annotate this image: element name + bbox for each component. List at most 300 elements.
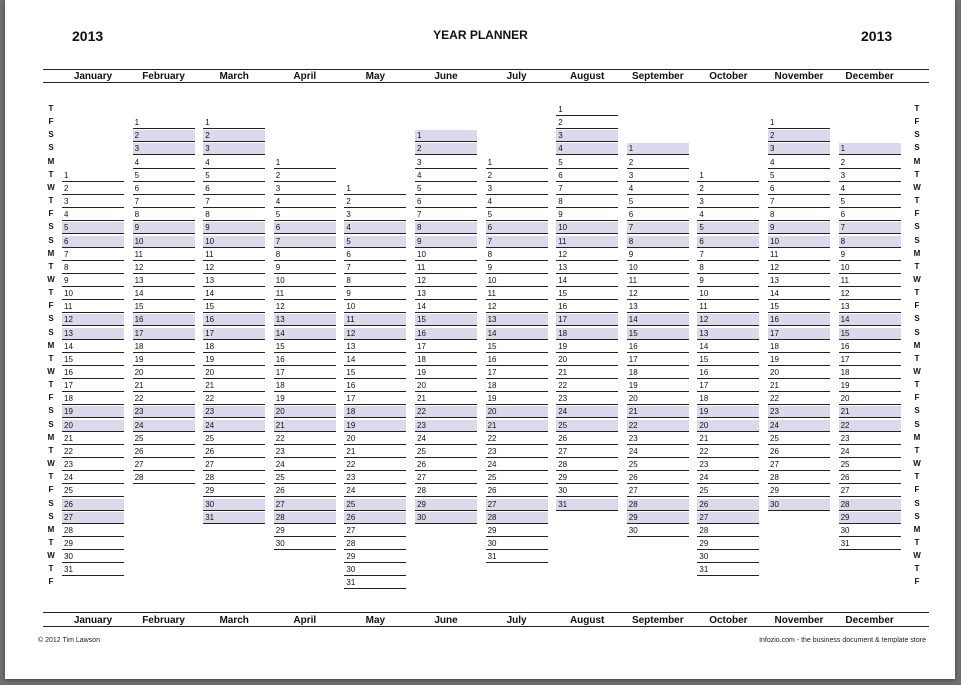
weekday-letter-left: S — [48, 498, 54, 508]
day-cell-october-26: 26 — [697, 499, 759, 511]
weekday-letter-right: T — [914, 353, 920, 363]
day-cell-june-9: 9 — [415, 236, 477, 248]
day-cell-august-10: 10 — [556, 222, 618, 234]
day-cell-october-27: 27 — [697, 512, 759, 524]
day-cell-march-11: 11 — [203, 249, 265, 261]
day-cell-april-19: 19 — [274, 393, 336, 405]
weekday-letter-left: M — [47, 340, 55, 350]
weekday-letter-right: W — [913, 182, 921, 192]
day-cell-july-3: 3 — [486, 183, 548, 195]
day-cell-february-18: 18 — [133, 341, 195, 353]
day-cell-april-29: 29 — [274, 525, 336, 537]
day-cell-april-2: 2 — [274, 170, 336, 182]
day-cell-february-20: 20 — [133, 367, 195, 379]
day-cell-february-5: 5 — [133, 170, 195, 182]
day-cell-july-28: 28 — [486, 512, 548, 524]
weekday-letter-right: S — [914, 314, 920, 324]
day-cell-november-1: 1 — [768, 117, 830, 129]
day-cell-october-1: 1 — [697, 170, 759, 182]
day-cell-july-20: 20 — [486, 406, 548, 418]
page-title: YEAR PLANNER — [433, 28, 528, 42]
day-cell-june-17: 17 — [415, 341, 477, 353]
weekday-letter-right: W — [913, 459, 921, 469]
day-cell-june-7: 7 — [415, 209, 477, 221]
day-cell-march-12: 12 — [203, 262, 265, 274]
day-cell-may-19: 19 — [344, 420, 406, 432]
month-header-bottom-october: October — [709, 615, 748, 626]
day-cell-march-29: 29 — [203, 485, 265, 497]
day-cell-may-22: 22 — [344, 459, 406, 471]
month-header-bottom-march: March — [219, 615, 249, 626]
day-cell-august-19: 19 — [556, 341, 618, 353]
day-cell-october-25: 25 — [697, 485, 759, 497]
day-cell-january-30: 30 — [62, 551, 124, 563]
day-cell-august-27: 27 — [556, 446, 618, 458]
day-cell-december-15: 15 — [839, 328, 901, 340]
footer-site: Infozio.com - the business document & template store — [759, 637, 926, 644]
day-cell-june-26: 26 — [415, 459, 477, 471]
day-cell-february-14: 14 — [133, 288, 195, 300]
day-cell-march-5: 5 — [203, 170, 265, 182]
day-cell-december-31: 31 — [839, 538, 901, 550]
month-header-top-october: October — [709, 71, 748, 82]
day-cell-january-2: 2 — [62, 183, 124, 195]
day-cell-december-25: 25 — [839, 459, 901, 471]
day-cell-june-25: 25 — [415, 446, 477, 458]
day-cell-november-30: 30 — [768, 499, 830, 511]
day-cell-december-27: 27 — [839, 485, 901, 497]
day-cell-october-13: 13 — [697, 328, 759, 340]
day-cell-july-10: 10 — [486, 275, 548, 287]
day-cell-june-2: 2 — [415, 143, 477, 155]
day-cell-march-25: 25 — [203, 433, 265, 445]
day-cell-may-23: 23 — [344, 472, 406, 484]
weekday-letter-left: F — [48, 577, 54, 587]
day-cell-may-25: 25 — [344, 499, 406, 511]
weekday-letter-left: F — [48, 209, 54, 219]
day-cell-october-5: 5 — [697, 222, 759, 234]
weekday-letter-right: T — [914, 288, 920, 298]
month-header-top-april: April — [293, 71, 317, 82]
top-rule-upper — [43, 69, 929, 70]
day-cell-march-8: 8 — [203, 209, 265, 221]
day-cell-june-10: 10 — [415, 249, 477, 261]
weekday-letter-right: S — [914, 130, 920, 140]
day-cell-december-28: 28 — [839, 499, 901, 511]
weekday-letter-left: T — [48, 288, 54, 298]
day-cell-july-7: 7 — [486, 236, 548, 248]
day-cell-march-13: 13 — [203, 275, 265, 287]
day-cell-august-15: 15 — [556, 288, 618, 300]
day-cell-december-21: 21 — [839, 406, 901, 418]
day-cell-january-25: 25 — [62, 485, 124, 497]
day-cell-august-9: 9 — [556, 209, 618, 221]
day-cell-october-17: 17 — [697, 380, 759, 392]
day-cell-september-10: 10 — [627, 262, 689, 274]
day-cell-august-5: 5 — [556, 157, 618, 169]
day-cell-february-23: 23 — [133, 406, 195, 418]
day-cell-september-2: 2 — [627, 157, 689, 169]
day-cell-october-8: 8 — [697, 262, 759, 274]
weekday-letter-right: T — [914, 380, 920, 390]
day-cell-june-4: 4 — [415, 170, 477, 182]
weekday-letter-left: S — [48, 511, 54, 521]
day-cell-october-31: 31 — [697, 564, 759, 576]
day-cell-november-20: 20 — [768, 367, 830, 379]
day-cell-august-12: 12 — [556, 249, 618, 261]
day-cell-may-11: 11 — [344, 314, 406, 326]
weekday-letter-left: F — [48, 485, 54, 495]
day-cell-april-14: 14 — [274, 328, 336, 340]
day-cell-july-24: 24 — [486, 459, 548, 471]
weekday-letter-left: S — [48, 235, 54, 245]
day-cell-september-22: 22 — [627, 420, 689, 432]
month-header-bottom-july: July — [506, 615, 527, 626]
day-cell-february-21: 21 — [133, 380, 195, 392]
day-cell-august-22: 22 — [556, 380, 618, 392]
day-cell-november-21: 21 — [768, 380, 830, 392]
weekday-letter-left: T — [48, 104, 54, 113]
day-cell-august-24: 24 — [556, 406, 618, 418]
weekday-letter-right: S — [914, 498, 920, 508]
day-cell-december-11: 11 — [839, 275, 901, 287]
day-cell-september-25: 25 — [627, 459, 689, 471]
weekday-letter-right: W — [913, 274, 921, 284]
weekday-letter-right: M — [913, 524, 921, 534]
day-cell-march-7: 7 — [203, 196, 265, 208]
day-cell-september-20: 20 — [627, 393, 689, 405]
weekday-letter-left: S — [48, 130, 54, 140]
day-cell-july-12: 12 — [486, 301, 548, 313]
day-cell-june-5: 5 — [415, 183, 477, 195]
month-header-bottom-january: January — [73, 615, 113, 626]
day-cell-october-30: 30 — [697, 551, 759, 563]
day-cell-january-3: 3 — [62, 196, 124, 208]
day-cell-march-18: 18 — [203, 341, 265, 353]
day-cell-july-11: 11 — [486, 288, 548, 300]
month-header-top-november: November — [774, 71, 824, 82]
day-cell-april-28: 28 — [274, 512, 336, 524]
weekday-letter-left: M — [47, 524, 55, 534]
day-cell-may-4: 4 — [344, 222, 406, 234]
weekday-letter-right: T — [914, 564, 920, 574]
weekday-letter-left: W — [47, 459, 55, 469]
weekday-letter-right: T — [914, 196, 920, 206]
weekday-letter-right: M — [913, 432, 921, 442]
day-cell-december-9: 9 — [839, 249, 901, 261]
day-cell-september-16: 16 — [627, 341, 689, 353]
day-cell-january-7: 7 — [62, 249, 124, 261]
day-cell-august-2: 2 — [556, 117, 618, 129]
day-cell-february-4: 4 — [133, 157, 195, 169]
weekday-letter-left: T — [48, 196, 54, 206]
weekday-letter-left: T — [48, 537, 54, 547]
weekday-letter-right: S — [914, 235, 920, 245]
day-cell-february-25: 25 — [133, 433, 195, 445]
day-cell-july-1: 1 — [486, 157, 548, 169]
day-cell-june-30: 30 — [415, 512, 477, 524]
day-cell-september-13: 13 — [627, 301, 689, 313]
day-cell-december-24: 24 — [839, 446, 901, 458]
day-cell-june-22: 22 — [415, 406, 477, 418]
day-cell-january-16: 16 — [62, 367, 124, 379]
day-cell-february-26: 26 — [133, 446, 195, 458]
day-cell-december-6: 6 — [839, 209, 901, 221]
day-cell-september-17: 17 — [627, 354, 689, 366]
day-cell-april-27: 27 — [274, 499, 336, 511]
day-cell-july-25: 25 — [486, 472, 548, 484]
day-cell-october-24: 24 — [697, 472, 759, 484]
day-cell-december-14: 14 — [839, 314, 901, 326]
day-cell-january-28: 28 — [62, 525, 124, 537]
day-cell-august-30: 30 — [556, 485, 618, 497]
day-cell-february-22: 22 — [133, 393, 195, 405]
day-cell-april-1: 1 — [274, 157, 336, 169]
day-cell-december-2: 2 — [839, 157, 901, 169]
day-cell-september-1: 1 — [627, 143, 689, 155]
day-cell-june-14: 14 — [415, 301, 477, 313]
day-cell-april-11: 11 — [274, 288, 336, 300]
day-cell-june-15: 15 — [415, 314, 477, 326]
day-cell-february-6: 6 — [133, 183, 195, 195]
day-cell-may-20: 20 — [344, 433, 406, 445]
day-cell-may-6: 6 — [344, 249, 406, 261]
day-cell-july-13: 13 — [486, 314, 548, 326]
day-cell-september-7: 7 — [627, 222, 689, 234]
day-cell-june-21: 21 — [415, 393, 477, 405]
day-cell-november-23: 23 — [768, 406, 830, 418]
day-cell-march-20: 20 — [203, 367, 265, 379]
month-header-bottom-december: December — [845, 615, 894, 626]
bottom-rule-lower — [43, 626, 929, 627]
day-cell-january-22: 22 — [62, 446, 124, 458]
day-cell-december-4: 4 — [839, 183, 901, 195]
day-cell-november-10: 10 — [768, 236, 830, 248]
day-cell-june-27: 27 — [415, 472, 477, 484]
day-cell-may-31: 31 — [344, 577, 406, 589]
weekday-letter-right: T — [914, 445, 920, 455]
day-cell-july-27: 27 — [486, 499, 548, 511]
day-cell-may-30: 30 — [344, 564, 406, 576]
day-cell-august-6: 6 — [556, 170, 618, 182]
day-cell-february-17: 17 — [133, 328, 195, 340]
day-cell-june-24: 24 — [415, 433, 477, 445]
weekday-letter-left: T — [48, 564, 54, 574]
day-cell-january-13: 13 — [62, 328, 124, 340]
day-cell-april-24: 24 — [274, 459, 336, 471]
day-cell-february-19: 19 — [133, 354, 195, 366]
month-header-bottom-november: November — [774, 615, 824, 626]
day-cell-october-22: 22 — [697, 446, 759, 458]
day-cell-june-3: 3 — [415, 157, 477, 169]
weekday-letter-right: F — [914, 209, 920, 219]
day-cell-october-2: 2 — [697, 183, 759, 195]
day-cell-april-20: 20 — [274, 406, 336, 418]
day-cell-december-1: 1 — [839, 143, 901, 155]
day-cell-september-24: 24 — [627, 446, 689, 458]
weekday-letter-left: W — [47, 182, 55, 192]
day-cell-july-23: 23 — [486, 446, 548, 458]
weekday-letter-left: M — [47, 248, 55, 258]
day-cell-september-30: 30 — [627, 525, 689, 537]
day-cell-june-20: 20 — [415, 380, 477, 392]
weekday-letter-left: W — [47, 367, 55, 376]
day-cell-april-18: 18 — [274, 380, 336, 392]
weekday-letter-left: T — [48, 445, 54, 455]
day-cell-march-26: 26 — [203, 446, 265, 458]
top-rule-lower — [43, 82, 929, 83]
day-cell-november-27: 27 — [768, 459, 830, 471]
day-cell-october-16: 16 — [697, 367, 759, 379]
weekday-letter-left: S — [48, 327, 54, 337]
day-cell-october-7: 7 — [697, 249, 759, 261]
day-cell-february-28: 28 — [133, 472, 195, 484]
day-cell-july-9: 9 — [486, 262, 548, 274]
day-cell-july-29: 29 — [486, 525, 548, 537]
day-cell-november-11: 11 — [768, 249, 830, 261]
day-cell-july-6: 6 — [486, 222, 548, 234]
day-cell-december-16: 16 — [839, 341, 901, 353]
day-cell-june-16: 16 — [415, 328, 477, 340]
weekday-letter-left: T — [48, 169, 54, 179]
day-cell-december-10: 10 — [839, 262, 901, 274]
weekday-letter-left: S — [48, 419, 54, 429]
day-cell-october-11: 11 — [697, 301, 759, 313]
day-cell-february-8: 8 — [133, 209, 195, 221]
weekday-letter-right: F — [914, 485, 920, 495]
day-cell-may-7: 7 — [344, 262, 406, 274]
day-cell-march-17: 17 — [203, 328, 265, 340]
day-cell-may-26: 26 — [344, 512, 406, 524]
weekday-letter-left: T — [48, 472, 54, 482]
day-cell-february-27: 27 — [133, 459, 195, 471]
day-cell-september-15: 15 — [627, 328, 689, 340]
day-cell-january-11: 11 — [62, 301, 124, 313]
day-cell-august-8: 8 — [556, 196, 618, 208]
day-cell-february-10: 10 — [133, 236, 195, 248]
day-cell-march-19: 19 — [203, 354, 265, 366]
day-cell-september-23: 23 — [627, 433, 689, 445]
day-cell-june-23: 23 — [415, 420, 477, 432]
day-cell-july-26: 26 — [486, 485, 548, 497]
day-cell-may-9: 9 — [344, 288, 406, 300]
month-header-bottom-june: June — [434, 615, 458, 626]
day-cell-april-15: 15 — [274, 341, 336, 353]
day-cell-march-2: 2 — [203, 130, 265, 142]
day-cell-june-29: 29 — [415, 499, 477, 511]
day-cell-march-22: 22 — [203, 393, 265, 405]
weekday-letter-right: S — [914, 406, 920, 416]
day-cell-november-24: 24 — [768, 420, 830, 432]
day-cell-november-18: 18 — [768, 341, 830, 353]
day-cell-december-8: 8 — [839, 236, 901, 248]
day-cell-december-5: 5 — [839, 196, 901, 208]
weekday-letter-left: M — [47, 432, 55, 442]
day-cell-may-28: 28 — [344, 538, 406, 550]
day-cell-november-19: 19 — [768, 354, 830, 366]
weekday-letter-right: S — [914, 222, 920, 232]
weekday-letter-right: S — [914, 327, 920, 337]
day-cell-august-20: 20 — [556, 354, 618, 366]
day-cell-june-8: 8 — [415, 222, 477, 234]
day-cell-september-26: 26 — [627, 472, 689, 484]
day-cell-march-23: 23 — [203, 406, 265, 418]
day-cell-november-9: 9 — [768, 222, 830, 234]
month-header-top-march: March — [219, 71, 249, 82]
day-cell-january-21: 21 — [62, 433, 124, 445]
weekday-letter-right: M — [913, 156, 921, 166]
day-cell-november-15: 15 — [768, 301, 830, 313]
day-cell-december-13: 13 — [839, 301, 901, 313]
day-cell-march-27: 27 — [203, 459, 265, 471]
day-cell-april-4: 4 — [274, 196, 336, 208]
day-cell-september-29: 29 — [627, 512, 689, 524]
day-cell-november-25: 25 — [768, 433, 830, 445]
day-cell-october-15: 15 — [697, 354, 759, 366]
month-header-top-february: February — [142, 71, 185, 82]
weekday-letter-left: M — [47, 156, 55, 166]
weekday-letter-left: F — [48, 301, 54, 311]
day-cell-july-17: 17 — [486, 367, 548, 379]
day-cell-october-3: 3 — [697, 196, 759, 208]
day-cell-february-11: 11 — [133, 249, 195, 261]
day-cell-october-28: 28 — [697, 525, 759, 537]
day-cell-february-7: 7 — [133, 196, 195, 208]
day-cell-february-3: 3 — [133, 143, 195, 155]
day-cell-february-13: 13 — [133, 275, 195, 287]
day-cell-june-12: 12 — [415, 275, 477, 287]
day-cell-august-25: 25 — [556, 420, 618, 432]
day-cell-august-29: 29 — [556, 472, 618, 484]
day-cell-april-17: 17 — [274, 367, 336, 379]
day-cell-november-2: 2 — [768, 130, 830, 142]
month-header-top-january: January — [73, 71, 113, 82]
weekday-letter-right: F — [914, 577, 920, 587]
day-cell-october-10: 10 — [697, 288, 759, 300]
day-cell-september-11: 11 — [627, 275, 689, 287]
day-cell-july-15: 15 — [486, 341, 548, 353]
day-cell-may-8: 8 — [344, 275, 406, 287]
day-cell-december-30: 30 — [839, 525, 901, 537]
day-cell-july-4: 4 — [486, 196, 548, 208]
day-cell-november-4: 4 — [768, 157, 830, 169]
day-cell-february-12: 12 — [133, 262, 195, 274]
day-cell-september-3: 3 — [627, 170, 689, 182]
footer-copyright: © 2012 Tim Lawson — [38, 637, 100, 644]
day-cell-march-28: 28 — [203, 472, 265, 484]
day-cell-july-31: 31 — [486, 551, 548, 563]
day-cell-november-28: 28 — [768, 472, 830, 484]
day-cell-february-15: 15 — [133, 301, 195, 313]
day-cell-march-21: 21 — [203, 380, 265, 392]
day-cell-january-12: 12 — [62, 314, 124, 326]
weekday-letter-right: S — [914, 419, 920, 429]
day-cell-march-6: 6 — [203, 183, 265, 195]
day-cell-november-14: 14 — [768, 288, 830, 300]
day-cell-january-10: 10 — [62, 288, 124, 300]
day-cell-january-24: 24 — [62, 472, 124, 484]
day-cell-october-6: 6 — [697, 236, 759, 248]
day-cell-august-3: 3 — [556, 130, 618, 142]
month-header-top-may: May — [365, 71, 386, 82]
day-cell-october-21: 21 — [697, 433, 759, 445]
day-cell-august-31: 31 — [556, 499, 618, 511]
day-cell-august-26: 26 — [556, 433, 618, 445]
day-cell-november-5: 5 — [768, 170, 830, 182]
day-cell-may-24: 24 — [344, 485, 406, 497]
day-cell-october-9: 9 — [697, 275, 759, 287]
day-cell-july-2: 2 — [486, 170, 548, 182]
